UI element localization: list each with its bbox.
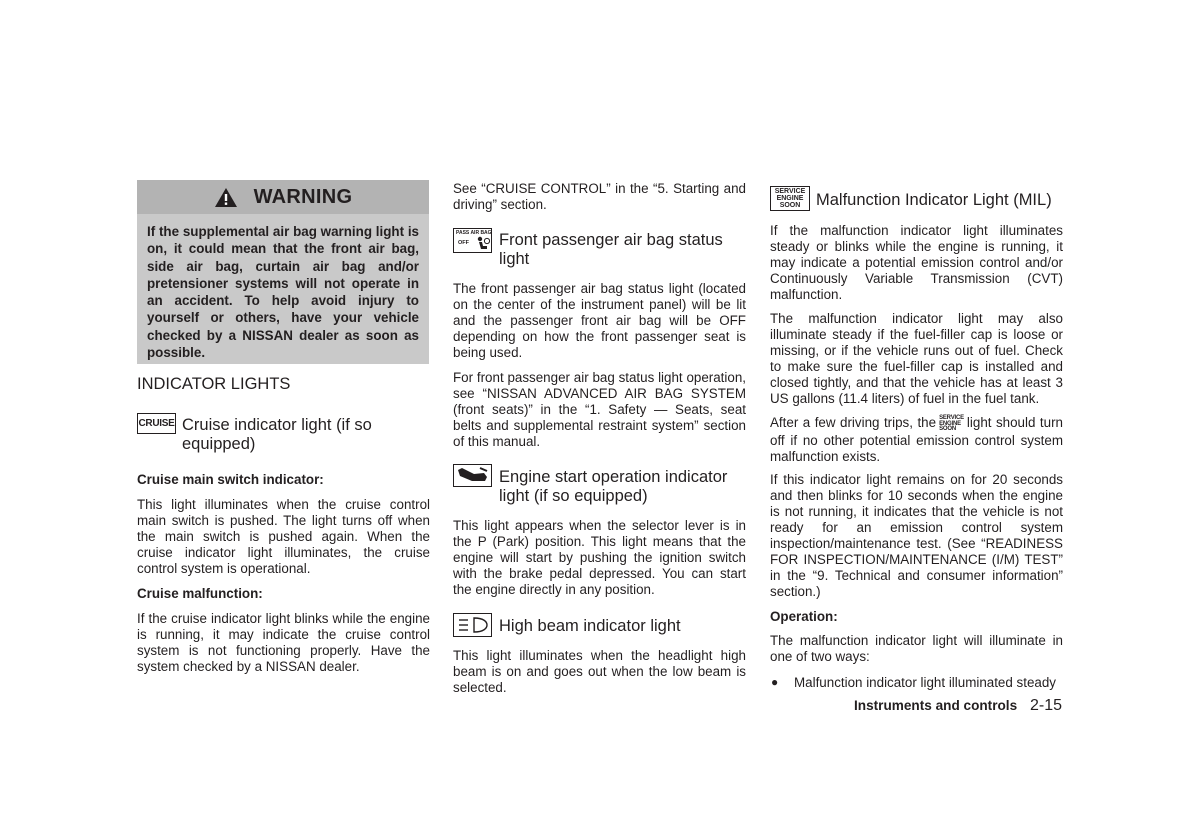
cruise-malfunction-text: If the cruise indicator light blinks while the engine is running, it may indicate the cruise control system is not functioning properly. Have the system checked by a NISSAN dealer. — [137, 611, 430, 674]
passenger-paragraph-1: The front passenger air bag status light (located on the center of the instrument panel) will be lit and the passenger front air bag will be OFF depending on how the front passenger seat is being used. — [453, 281, 746, 360]
mil-icon-line1: SERVICE — [774, 188, 806, 195]
high-beam-heading: High beam indicator light — [499, 617, 681, 635]
mil-p3-after: light should turn off if no other potential emission control system malfunction exists. — [770, 415, 1063, 464]
footer-section-name: Instruments and controls — [854, 698, 1018, 713]
passenger-heading-line1: Front passenger air bag status — [499, 231, 723, 249]
passenger-icon-top-label: PASS AIR BAG — [456, 230, 492, 236]
mil-paragraph-4: If this indicator light remains on for 20 seconds and then blinks for 10 seconds when the engine is not running, it indicates that the vehicle is not ready for an emission control system inspection/maintenance test. (See “READINESS FOR INSPECTION/MAINTENANCE (I/M) TEST” in the “9. Technical and consumer information” section.) — [770, 472, 1063, 599]
operation-text: The malfunction indicator light will illuminate in one of two ways: — [770, 633, 1063, 664]
engine-heading-line2: light (if so equipped) — [499, 487, 648, 505]
cruise-heading-line1: Cruise indicator light (if so — [182, 416, 372, 434]
mil-icon-line2: ENGINE — [776, 195, 804, 203]
cruise-icon-label: CRUISE — [138, 418, 175, 429]
passenger-paragraph-2: For front passenger air bag status light operation, see “NISSAN ADVANCED AIR BAG SYSTEM (front seats)” in the “1. Safety — Seats, seat belts and supplemental restraint system” section of this manual. — [453, 370, 746, 449]
seated-person-icon — [476, 236, 490, 251]
service-engine-soon-inline-icon: SERVICE ENGINE SOON — [939, 415, 964, 432]
mil-paragraph-1: If the malfunction indicator light illuminates steady or blinks while the engine is running, it may indicate a potential emission control and/or Continuously Variable Transmission (CVT) malfunction. — [770, 223, 1063, 302]
mil-icon-line3: SOON — [779, 202, 801, 210]
foot-on-brake-icon — [454, 465, 491, 486]
passenger-icon-bottom-label: OFF — [458, 240, 469, 246]
headlight-icon — [454, 614, 491, 636]
mil-paragraph-3 — [770, 415, 1063, 465]
see-cruise-control-text: See “CRUISE CONTROL” in the “5. Starting and driving” section. — [453, 181, 746, 212]
mil-heading: Malfunction Indicator Light (MIL) — [816, 191, 1052, 209]
warning-header — [137, 180, 429, 214]
section-title: INDICATOR LIGHTS — [137, 375, 291, 393]
high-beam-icon — [453, 613, 492, 637]
bullet-item-1: Malfunction indicator light illuminated steady — [794, 675, 1057, 690]
passenger-heading-line2: light — [499, 250, 530, 268]
engine-start-icon — [453, 464, 492, 487]
warning-text: If the supplemental air bag warning light is on, it could mean that the front air bag, side air bag, curtain air bag and/or pretensioner systems will not operate in an accident. To help avoid injury to yourself or others, have your vehicle checked by a NISSAN dealer as soon as possible. — [147, 224, 419, 361]
cruise-main-switch-heading: Cruise main switch indicator: — [137, 472, 324, 487]
cruise-heading-line2: equipped) — [182, 435, 256, 453]
warning-triangle-icon — [214, 187, 238, 208]
cruise-icon — [137, 413, 176, 434]
warning-box — [137, 180, 429, 364]
service-engine-soon-icon — [770, 186, 810, 211]
high-beam-text: This light illuminates when the headlight high beam is on and goes out when the low beam is selected. — [453, 648, 746, 695]
bullet-dot: ● — [771, 675, 779, 689]
engine-start-text: This light appears when the selector lever is in the P (Park) position. This light means that the engine will start by pushing the ignition switch with the brake pedal depressed. You can start the engine directly in any position. — [453, 518, 746, 597]
warning-title: WARNING — [253, 185, 353, 208]
mil-paragraph-2: The malfunction indicator light may also illuminate steady if the fuel-filler cap is loose or missing, or if the vehicle runs out of fuel. Check to make sure the fuel-filler cap is installed and closed tightly, and that the vehicle has at least 3 US gallons (11.4 liters) of fuel in the fuel tank. — [770, 311, 1063, 406]
passenger-airbag-icon — [453, 228, 492, 253]
mil-p3-before: After a few driving trips, the — [770, 415, 937, 430]
operation-heading: Operation: — [770, 609, 838, 624]
cruise-malfunction-heading: Cruise malfunction: — [137, 586, 263, 601]
page-number: 2-15 — [1030, 697, 1063, 714]
cruise-main-switch-text: This light illuminates when the cruise control main switch is pushed. The light turns off when the main switch is pushed again. When the cruise indicator light illuminates, the cruise control system is operational. — [137, 497, 430, 576]
engine-heading-line1: Engine start operation indicator — [499, 468, 728, 486]
